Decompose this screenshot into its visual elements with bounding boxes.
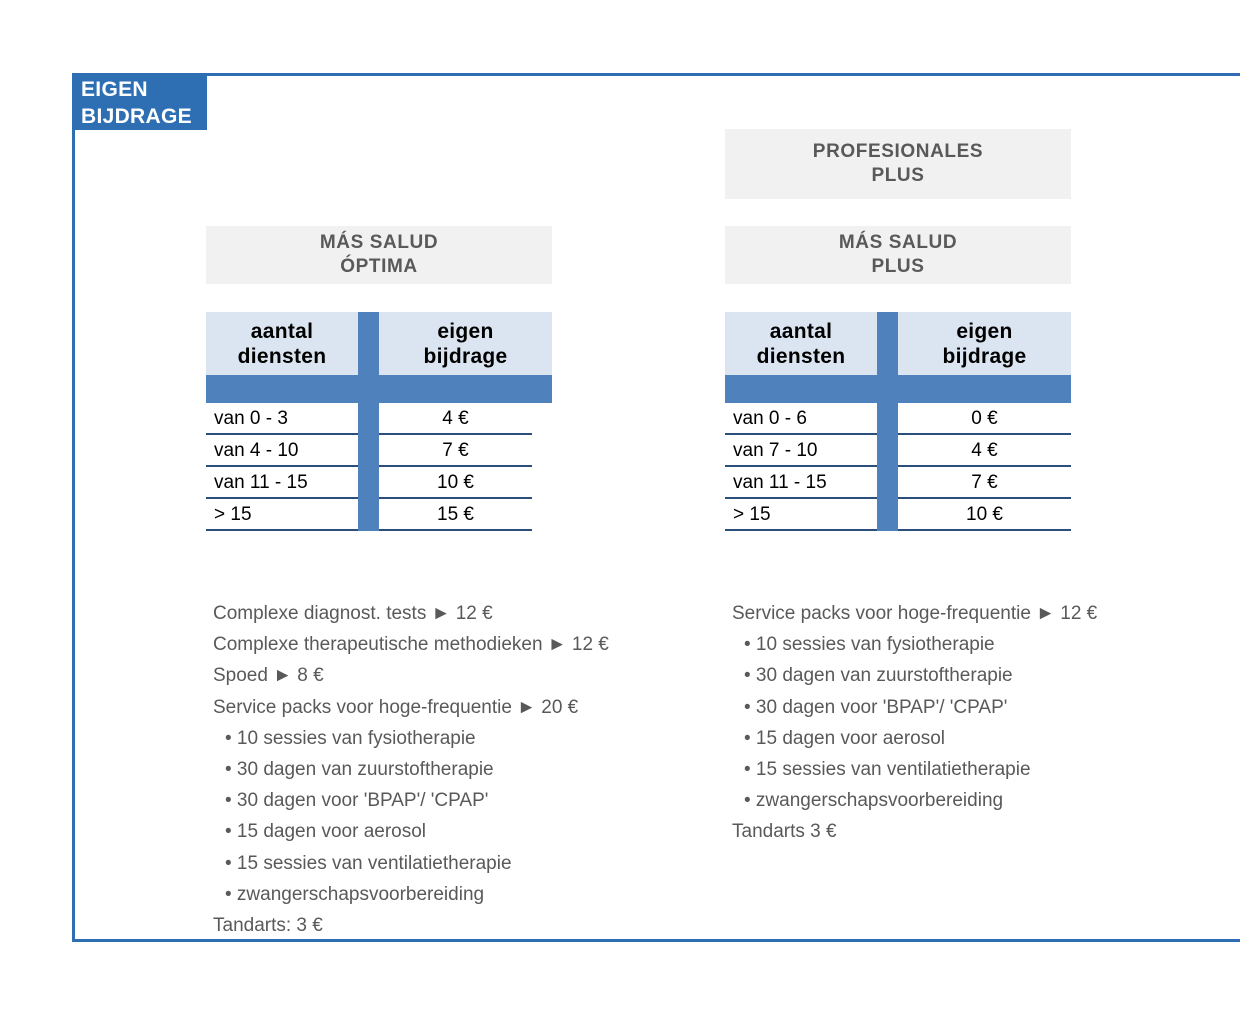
table-row [725,467,1071,499]
row-range: van 11 - 15 [725,467,877,499]
column-header-line: eigen [437,319,494,343]
note-line: Complexe therapeutische methodieken ► 12 € [213,634,609,656]
sub-note-line: • zwangerschapsvoorbereiding [744,790,1004,812]
sub-note-line: • 10 sessies van fysiotherapie [225,727,476,749]
footer-note: Tandarts: 3 € [213,915,323,937]
column-separator [358,467,379,499]
note-line: Complexe diagnost. tests ► 12 € [213,603,493,624]
column-header-fee [898,312,1071,375]
column-separator [877,435,898,467]
table-header-band [725,375,1071,403]
column-header-line: bijdrage [423,344,508,368]
left-plan-notes [213,598,609,941]
column-header-fee [379,312,552,375]
table-row [206,435,552,467]
sub-note-line: • 15 sessies van ventilatietherapie [225,852,512,874]
note-line: Service packs voor hoge-frequentie ► 20 € [213,696,579,718]
row-range: van 0 - 6 [725,403,877,435]
column-separator [877,467,898,499]
column-header-services [206,312,358,375]
column-separator [877,403,898,435]
row-fee: 7 € [898,467,1071,499]
row-fee: 10 € [379,467,532,499]
right-plan-header [725,226,1071,284]
row-range: van 7 - 10 [725,435,877,467]
note-line: Spoed ► 8 € [213,665,324,687]
badge-line-1: EIGEN [81,78,148,101]
footer-note: Tandarts 3 € [732,821,837,843]
column-header-line: eigen [956,319,1013,343]
row-range: van 4 - 10 [206,435,358,467]
row-fee: 10 € [898,499,1071,531]
table-row [206,467,552,499]
badge-line-2: BIJDRAGE [81,105,192,128]
table-header-band [206,375,552,403]
right-group-line-1: PROFESIONALES [812,141,984,162]
row-fee: 15 € [379,499,532,531]
column-header-line: aantal [250,319,314,343]
row-range: van 11 - 15 [206,467,358,499]
sub-note-line: • 30 dagen van zuurstoftherapie [744,665,1013,687]
sub-note-line: • 30 dagen voor 'BPAP'/ 'CPAP' [225,790,489,812]
row-range: van 0 - 3 [206,403,358,435]
row-fee: 4 € [379,403,532,435]
sub-note-line: • 15 dagen voor aerosol [225,821,427,843]
left-plan-name-line-2: ÓPTIMA [340,256,418,277]
column-separator [358,435,379,467]
row-fee: 7 € [379,435,532,467]
table-row [206,403,552,435]
column-header-line: diensten [756,344,846,368]
sub-note-line: • 15 dagen voor aerosol [744,727,946,749]
column-header-services [725,312,877,375]
left-plan-name-line-1: MÁS SALUD [319,232,439,253]
note-line: Service packs voor hoge-frequentie ► 12 € [732,603,1098,624]
table-row [725,403,1071,435]
sub-note-line: • zwangerschapsvoorbereiding [225,883,485,905]
column-header-line: diensten [237,344,327,368]
sub-note-line: • 15 sessies van ventilatietherapie [744,759,1031,781]
right-plan-name-line-2: PLUS [871,256,925,277]
right-plan-name-line-1: MÁS SALUD [838,232,958,253]
table-header-row [206,312,552,375]
right-group-header [725,129,1071,199]
row-fee: 0 € [898,403,1071,435]
right-fee-table [725,312,1071,531]
left-fee-table [206,312,552,531]
sub-note-line: • 30 dagen van zuurstoftherapie [225,759,494,781]
right-plan-notes [732,598,1097,848]
row-fee: 4 € [898,435,1071,467]
section-badge [75,76,207,130]
column-separator [358,499,379,531]
table-row [725,499,1071,531]
column-separator [358,403,379,435]
column-separator [877,499,898,531]
frame-top-border [72,73,1240,76]
sub-note-line: • 10 sessies van fysiotherapie [744,634,995,656]
left-plan-header [206,226,552,284]
table-header-row [725,312,1071,375]
right-group-line-2: PLUS [871,165,925,186]
row-range: > 15 [206,499,358,531]
column-separator [877,312,898,375]
column-header-line: bijdrage [942,344,1027,368]
column-separator [358,312,379,375]
sub-note-line: • 30 dagen voor 'BPAP'/ 'CPAP' [744,696,1008,718]
row-range: > 15 [725,499,877,531]
column-header-line: aantal [769,319,833,343]
table-row [725,435,1071,467]
table-row [206,499,552,531]
frame-left-border [72,73,75,942]
